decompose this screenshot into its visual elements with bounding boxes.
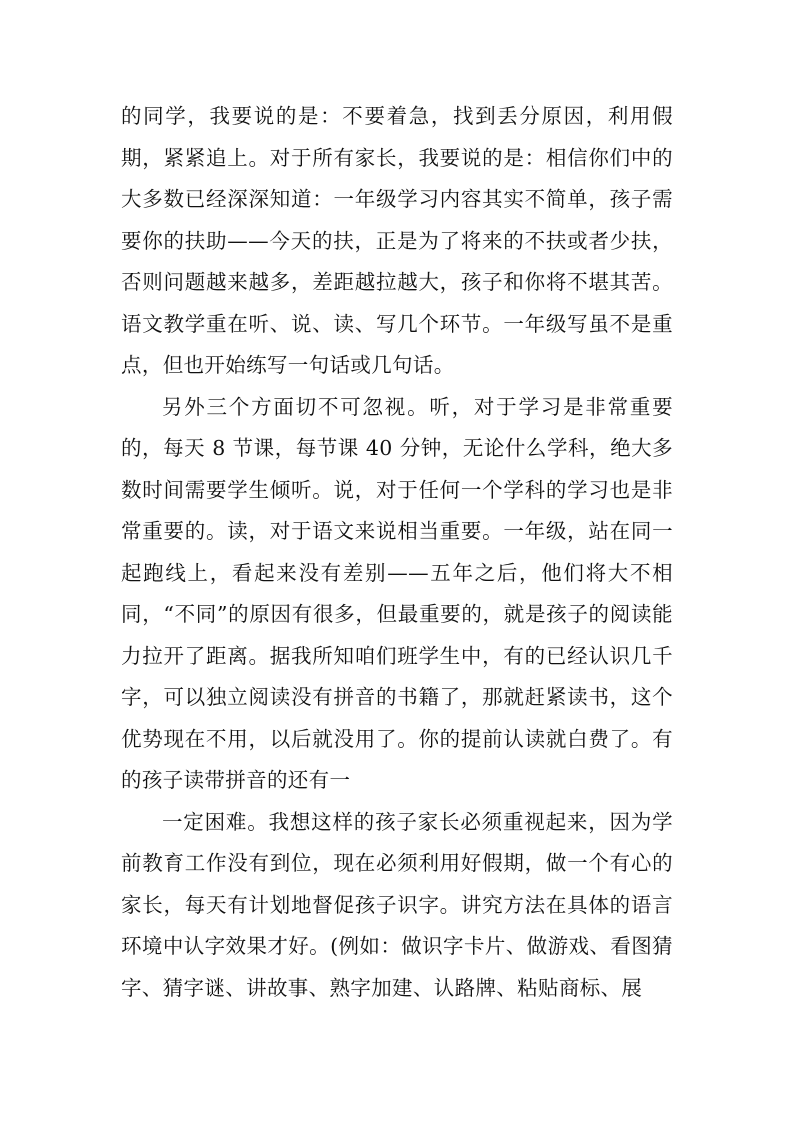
paragraph-3: 一定困难。我想这样的孩子家长必须重视起来，因为学前教育工作没有到位，现在必须利用好假期，做一个有心的家长，每天有计划地督促孩子识字。讲究方法在具体的语言环境中认字效果才好。(例如：做识字卡片、做游戏、看图猜字、猜字谜、讲故事、熟字加建、认路牌、粘贴商标、展 xyxy=(121,809,673,1000)
document-body xyxy=(121,96,673,1009)
paragraph-2: 另外三个方面切不可忽视。听，对于学习是非常重要的，每天 8 节课，每节课 40 分钟，无论什么学科，绝大多数时间需要学生倾听。说，对于任何一个学科的学习也是非常重要的。读，对于语文来说相当重要。一年级，站在同一起跑线上，看起来没有差别——五年之后，他们将大不相同，“不同”的原因有很多，但最重要的，就是孩子的阅读能力拉开了距离。据我所知咱们班学生中，有的已经认识几千字，可以独立阅读没有拼音的书籍了，那就赶紧读书，这个优势现在不用，以后就没用了。你的提前认读就白费了。有的孩子读带拼音的还有一 xyxy=(121,394,673,792)
paragraph-1: 的同学，我要说的是：不要着急，找到丢分原因，利用假期，紧紧追上。对于所有家长，我要说的是：相信你们中的大多数已经深深知道：一年级学习内容其实不简单，孩子需要你的扶助——今天的扶，正是为了将来的不扶或者少扶，否则问题越来越多，差距越拉越大，孩子和你将不堪其苦。语文教学重在听、说、读、写几个环节。一年级写虽不是重点，但也开始练写一句话或几句话。 xyxy=(121,104,673,377)
